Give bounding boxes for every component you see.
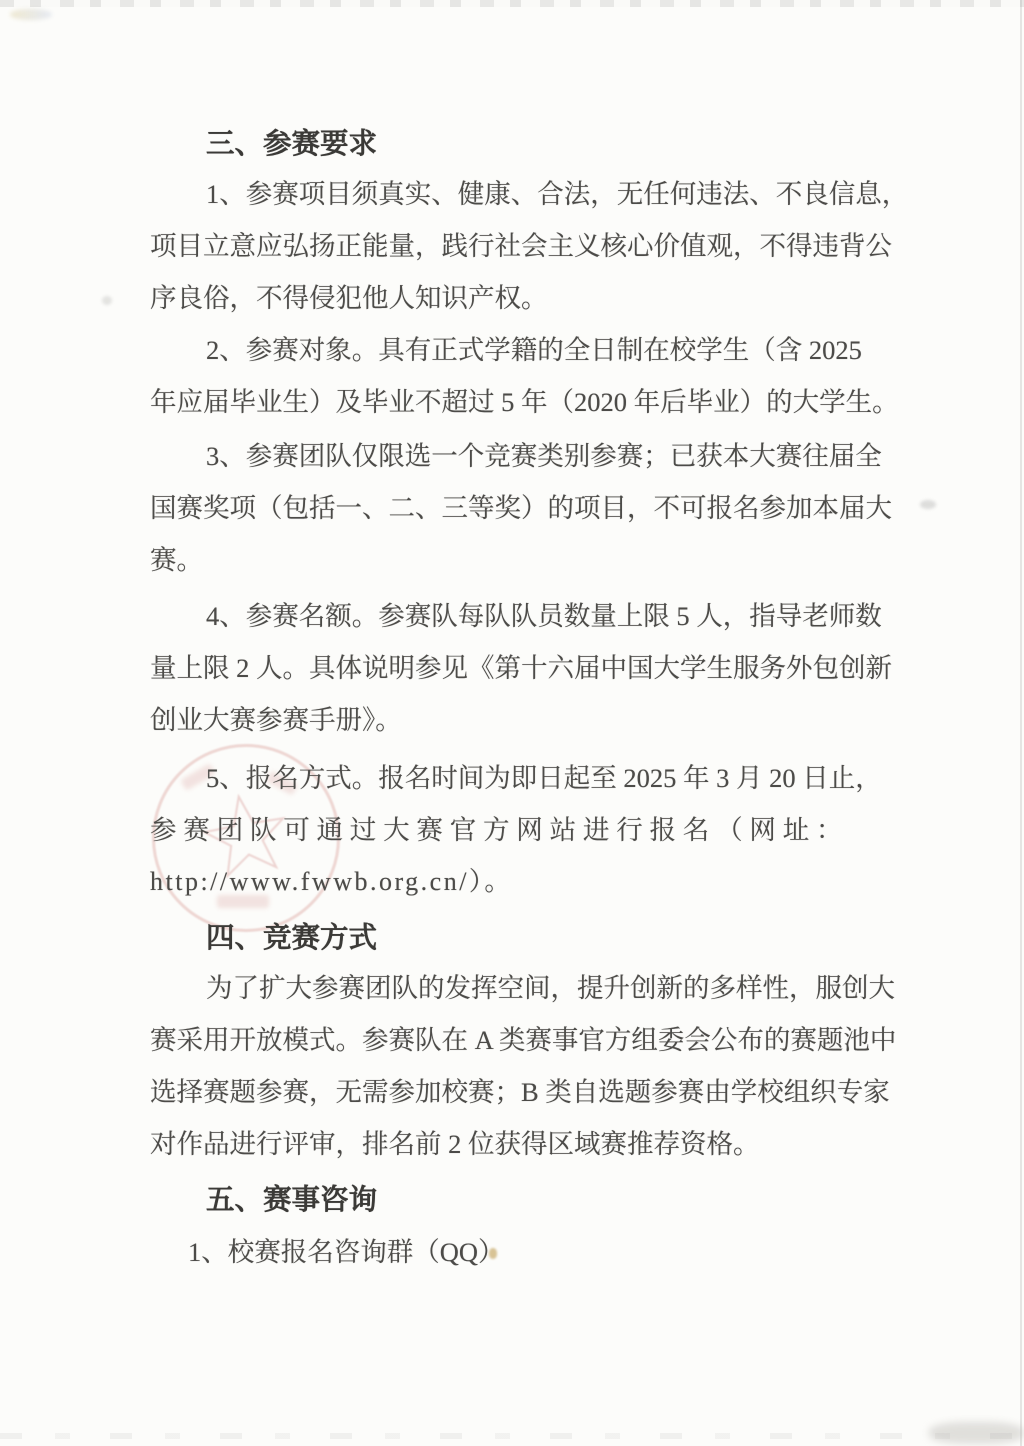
text-line: 1、参赛项目须真实、健康、合法，无任何违法、不良信息， xyxy=(206,179,909,209)
document-body xyxy=(150,114,909,1278)
text-line: 项目立意应弘扬正能量，践行社会主义核心价值观，不得违背公 xyxy=(150,231,892,261)
text-line: 4、参赛名额。参赛队每队队员数量上限 5 人，指导老师数 xyxy=(206,601,882,631)
text-line: 3、参赛团队仅限选一个竞赛类别参赛；已获本大赛往届全 xyxy=(206,441,882,471)
scan-speck xyxy=(920,500,936,509)
text-line: 对作品进行评审，排名前 2 位获得区域赛推荐资格。 xyxy=(150,1129,760,1159)
scan-smudge-bottom-right xyxy=(929,1422,1024,1444)
text-line: 选择赛题参赛，无需参加校赛；B 类自选题参赛由学校组织专家 xyxy=(150,1077,890,1107)
scan-artifact-right-edge xyxy=(1020,0,1022,1446)
text-line: 年应届毕业生）及毕业不超过 5 年（2020 年后毕业）的大学生。 xyxy=(150,387,899,417)
text-line: 赛采用开放模式。参赛队在 A 类赛事官方组委会公布的赛题池中 xyxy=(150,1025,897,1055)
text-line: 序良俗，不得侵犯他人知识产权。 xyxy=(150,283,548,313)
text-line: 为了扩大参赛团队的发挥空间，提升创新的多样性，服创大 xyxy=(206,973,895,1003)
registration-url: http://www.fwwb.org.cn/）。 xyxy=(150,867,513,896)
text-line: 国赛奖项（包括一、二、三等奖）的项目，不可报名参加本届大 xyxy=(150,493,892,523)
scan-artifact-bottom-edge xyxy=(0,1433,1024,1439)
text-line: 参赛团队可通过大赛官方网站进行报名（网址： xyxy=(150,815,850,845)
text-line: 2、参赛对象。具有正式学籍的全日制在校学生（含 2025 xyxy=(206,335,862,365)
text-line: 创业大赛参赛手册》。 xyxy=(150,705,402,735)
section-heading-competition-mode: 四、竞赛方式 xyxy=(206,922,378,954)
text-line: 赛。 xyxy=(150,545,203,575)
text-line: 1、校赛报名咨询群（QQ） xyxy=(188,1237,505,1267)
scan-smudge-top-left xyxy=(10,9,52,20)
scan-speck xyxy=(102,296,112,305)
text-line: 量上限 2 人。具体说明参见《第十六届中国大学生服务外包创新 xyxy=(150,653,892,683)
scan-artifact-top-edge xyxy=(0,0,1024,7)
section-heading-consultation: 五、赛事咨询 xyxy=(206,1184,378,1216)
section-heading-entry-requirements: 三、参赛要求 xyxy=(206,128,378,160)
text-line: 5、报名方式。报名时间为即日起至 2025 年 3 月 20 日止， xyxy=(206,763,882,793)
